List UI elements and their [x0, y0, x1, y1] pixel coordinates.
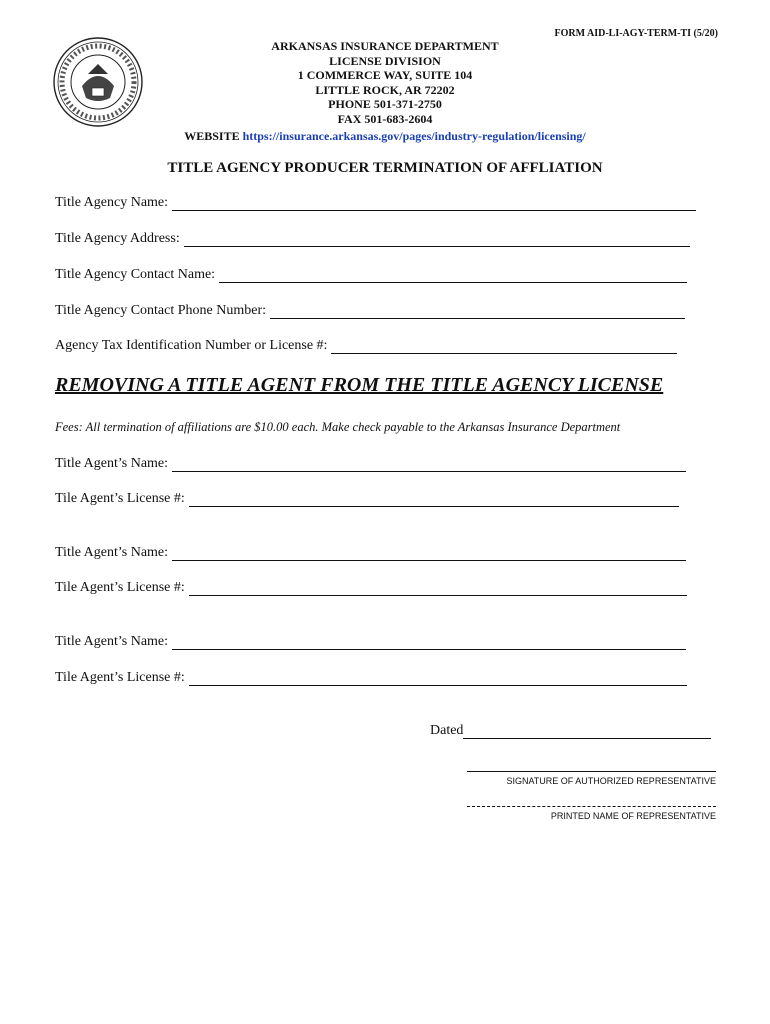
signature-line[interactable] [467, 771, 716, 772]
agent-3-license-field [55, 670, 687, 686]
dated-label: Dated [430, 723, 464, 738]
agent-2-license-field [55, 580, 687, 596]
agent-1-license-label: Tile Agent’s License #: [55, 491, 185, 506]
header-department: ARKANSAS INSURANCE DEPARTMENT [271, 39, 499, 53]
agent-3-license-label: Tile Agent’s License #: [55, 670, 185, 685]
agent-2-name-input[interactable] [172, 546, 686, 561]
agent-3-name-input[interactable] [172, 635, 686, 650]
agency-tax-id-label: Agency Tax Identification Number or License #: [55, 338, 328, 353]
title-agency-name-label: Title Agency Name: [55, 195, 169, 210]
department-header [0, 39, 770, 127]
agent-2-license-input[interactable] [189, 581, 687, 596]
agency-tax-id-input[interactable] [331, 339, 677, 354]
signature-caption: SIGNATURE OF AUTHORIZED REPRESENTATIVE [506, 776, 716, 786]
title-agency-contact-name-label: Title Agency Contact Name: [55, 267, 216, 282]
agency-tax-id-field [55, 338, 677, 354]
fees-note: Fees: All termination of affiliations are $10.00 each. Make check payable to the Arkansas Insurance Department [55, 420, 621, 434]
website-line [0, 129, 770, 144]
header-phone: PHONE 501-371-2750 [328, 97, 442, 112]
title-agency-contact-phone-label: Title Agency Contact Phone Number: [55, 303, 267, 318]
title-agency-contact-phone-field [55, 303, 685, 319]
form-code: FORM AID-LI-AGY-TERM-TI (5/20) [554, 28, 718, 39]
title-agency-name-input[interactable] [172, 196, 696, 211]
header-division: LICENSE DIVISION [329, 53, 441, 68]
agent-2-name-field [55, 545, 686, 561]
printed-name-line[interactable] [467, 806, 716, 807]
header-city: LITTLE ROCK, AR 72202 [315, 82, 455, 97]
header-street: 1 COMMERCE WAY, SUITE 104 [297, 68, 473, 83]
dated-input[interactable] [463, 724, 711, 739]
form-title: TITLE AGENCY PRODUCER TERMINATION OF AFFLIATION [167, 160, 603, 176]
agent-3-name-label: Title Agent’s Name: [55, 634, 169, 649]
agent-3-license-input[interactable] [189, 671, 687, 686]
header-fax: FAX 501-683-2604 [337, 111, 433, 126]
printed-name-caption: PRINTED NAME OF REPRESENTATIVE [550, 811, 716, 821]
agent-1-name-label: Title Agent’s Name: [55, 456, 169, 471]
section-title: REMOVING A TITLE AGENT FROM THE TITLE AGENCY LICENSE [55, 374, 664, 396]
website-label: WEBSITE [184, 129, 240, 143]
agent-1-name-input[interactable] [172, 457, 686, 472]
agent-1-license-input[interactable] [189, 492, 679, 507]
website-link[interactable]: https://insurance.arkansas.gov/pages/industry-regulation/licensing/ [242, 129, 586, 143]
dated-field [430, 723, 711, 739]
title-agency-contact-phone-input[interactable] [270, 304, 685, 319]
title-agency-contact-name-field [55, 267, 687, 283]
agent-2-name-label: Title Agent’s Name: [55, 545, 169, 560]
agent-2-license-label: Tile Agent’s License #: [55, 580, 185, 595]
title-agency-name-field [55, 195, 696, 211]
title-agency-address-field [55, 231, 690, 247]
title-agency-contact-name-input[interactable] [219, 268, 687, 283]
agent-1-name-field [55, 456, 686, 472]
agent-3-name-field [55, 634, 686, 650]
title-agency-address-label: Title Agency Address: [55, 231, 180, 246]
title-agency-address-input[interactable] [184, 232, 690, 247]
agent-1-license-field [55, 491, 679, 507]
